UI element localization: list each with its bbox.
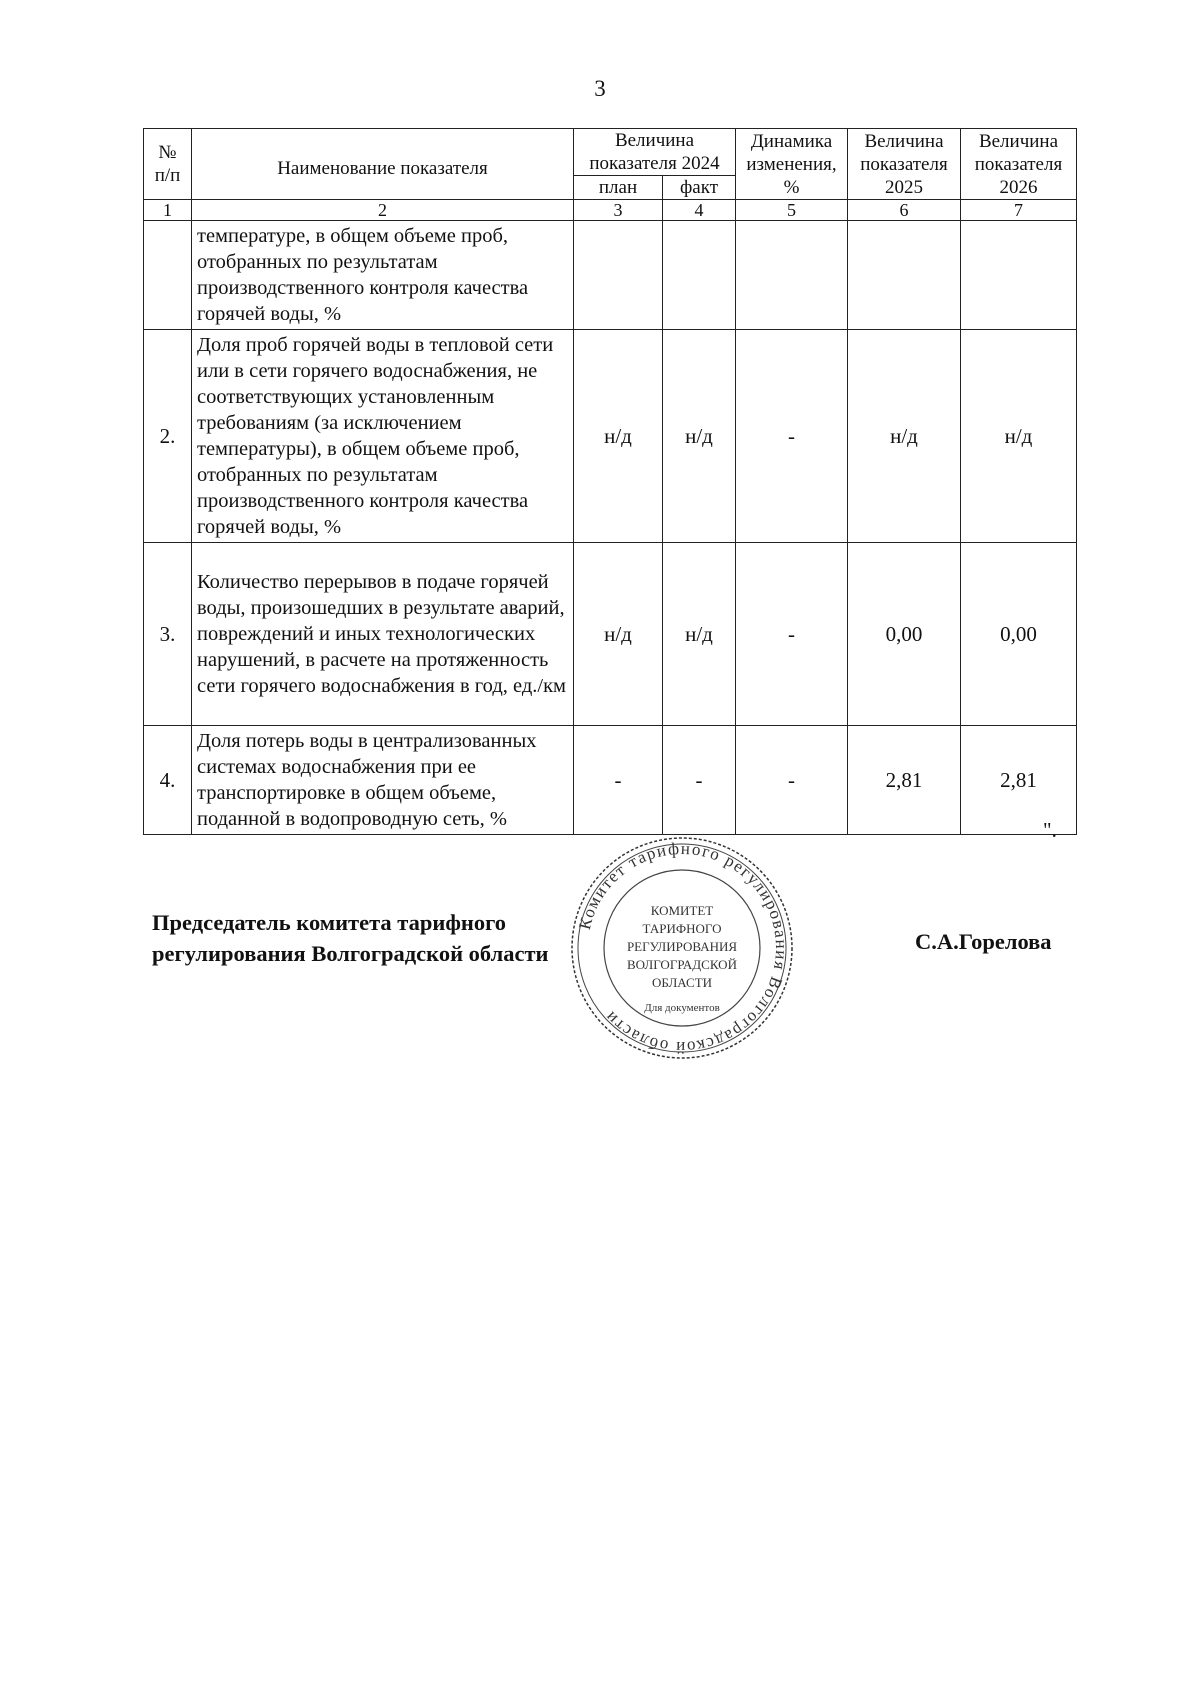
- signer-title-line: регулирования Волгоградской области: [152, 941, 549, 966]
- official-stamp: [567, 833, 797, 1063]
- header-name: Наименование показателя: [192, 129, 574, 200]
- indicators-table: [143, 128, 1077, 835]
- column-number: 2: [192, 200, 574, 221]
- row-dynamics: -: [736, 330, 848, 543]
- header-dynamics: Динамика изменения, %: [736, 129, 848, 200]
- row-name: Количество перерывов в подаче горячей воды, произошедших в результате аварий, повреждений и иных технологических нарушений, в расчете на протяженность сети горячего водоснабжения в год, ед./км: [192, 543, 574, 726]
- row-num: [144, 221, 192, 330]
- column-number: 4: [663, 200, 736, 221]
- row-num: 2.: [144, 330, 192, 543]
- row-dynamics: -: [736, 543, 848, 726]
- row-fact: -: [663, 726, 736, 835]
- row-value-2026: 2,81: [961, 726, 1077, 835]
- stamp-bottom-text: Для документов: [644, 1002, 720, 1014]
- row-plan: н/д: [574, 330, 663, 543]
- row-dynamics: [736, 221, 848, 330]
- row-fact: н/д: [663, 330, 736, 543]
- row-value-2026: н/д: [961, 330, 1077, 543]
- stamp-line: РЕГУЛИРОВАНИЯ: [626, 939, 738, 954]
- stamp-outer-text: Комитет тарифного регулирования Волгоградской области: [574, 838, 792, 1058]
- row-plan: [574, 221, 663, 330]
- header-value-2025: Величина показателя 2025: [848, 129, 961, 200]
- row-fact: н/д: [663, 543, 736, 726]
- header-fact: факт: [663, 176, 736, 200]
- row-value-2026: [961, 221, 1077, 330]
- row-plan: н/д: [574, 543, 663, 726]
- column-numbers-row: [144, 200, 1077, 221]
- row-value-2025: [848, 221, 961, 330]
- row-value-2026: 0,00: [961, 543, 1077, 726]
- signer-name: С.А.Горелова: [915, 929, 1052, 954]
- row-num: 4.: [144, 726, 192, 835]
- stamp-line: ТАРИФНОГО: [642, 921, 722, 936]
- table-row: [144, 221, 1077, 330]
- stamp-line: ВОЛГОГРАДСКОЙ: [627, 957, 737, 972]
- stamp-line: ОБЛАСТИ: [651, 975, 713, 990]
- row-name: Доля потерь воды в централизованных системах водоснабжения при ее транспортировке в общем объеме, поданной в водопроводную сеть, %: [192, 726, 574, 835]
- row-num: 3.: [144, 543, 192, 726]
- column-number: 7: [961, 200, 1077, 221]
- stamp-line: КОМИТЕТ: [650, 903, 714, 918]
- header-value-2026: Величина показателя 2026: [961, 129, 1077, 200]
- column-number: 1: [144, 200, 192, 221]
- header-row: [144, 129, 1077, 176]
- row-name: температуре, в общем объеме проб, отобранных по результатам производственного контроля качества горячей воды, %: [192, 221, 574, 330]
- table-row: [144, 543, 1077, 726]
- row-fact: [663, 221, 736, 330]
- table-row: [144, 726, 1077, 835]
- row-plan: -: [574, 726, 663, 835]
- column-number: 6: [848, 200, 961, 221]
- row-name: Доля проб горячей воды в тепловой сети или в сети горячего водоснабжения, не соответствующих установленным требованиям (за исключением температуры), в общем объеме проб, отобранных по результатам производственного контроля качества горячей воды, %: [192, 330, 574, 543]
- column-number: 3: [574, 200, 663, 221]
- row-value-2025: н/д: [848, 330, 961, 543]
- row-value-2025: 0,00: [848, 543, 961, 726]
- page-number: 3: [594, 76, 606, 101]
- column-number: 5: [736, 200, 848, 221]
- signer-title-line: Председатель комитета тарифного: [152, 910, 507, 935]
- header-plan: план: [574, 176, 663, 200]
- header-num: № п/п: [144, 129, 192, 200]
- closing-quote: ".: [1043, 818, 1057, 842]
- row-value-2025: 2,81: [848, 726, 961, 835]
- header-value-2024: Величина показателя 2024: [574, 129, 736, 176]
- table-row: [144, 330, 1077, 543]
- signer-title: [152, 907, 549, 969]
- row-dynamics: -: [736, 726, 848, 835]
